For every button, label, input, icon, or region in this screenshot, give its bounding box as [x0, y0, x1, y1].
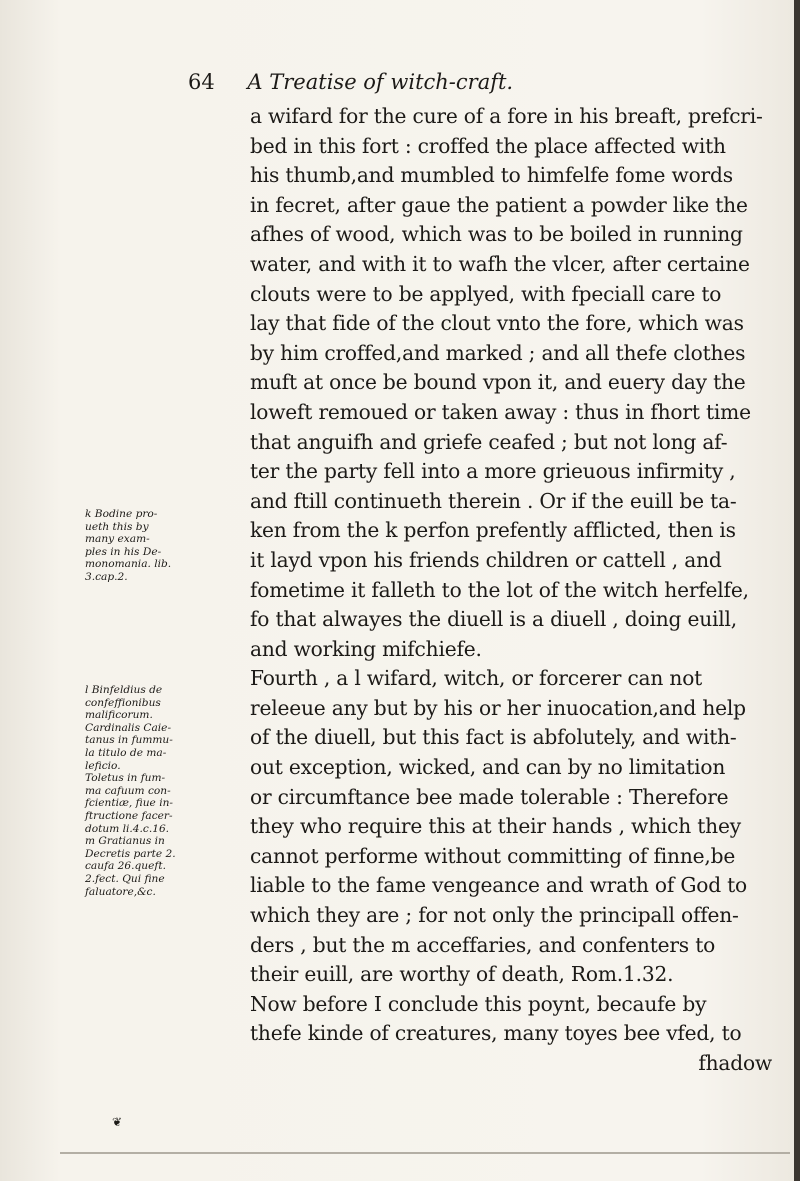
- text-line: water, and with it to wafh the vlcer, after certaine: [250, 251, 750, 276]
- text-line: thefe kinde of creatures, many toyes bee vfed, to: [250, 1021, 742, 1046]
- margin-note-line: Decretis parte 2.: [85, 847, 176, 860]
- text-line: cannot performe without committing of finne,be: [250, 843, 736, 868]
- margin-note-l-m: [85, 684, 245, 898]
- page-number: 64: [188, 70, 215, 94]
- main-text-column: [250, 102, 795, 1079]
- text-line: that anguifh and griefe ceafed ; but not long af-: [250, 429, 728, 454]
- text-line: by him croffed,and marked ; and all thefe clothes: [250, 340, 746, 365]
- text-line: lay that fide of the clout vnto the fore, which was: [250, 311, 744, 336]
- text-line: fometime it falleth to the lot of the witch herfelfe,: [250, 577, 749, 602]
- text-line: ter the party fell into a more grieuous infirmity ,: [250, 459, 736, 484]
- text-line: ders , but the m acceffaries, and confenters to: [250, 932, 716, 957]
- margin-note-line: faluatore,&c.: [85, 885, 156, 898]
- margin-note-line: 3.cap.2.: [85, 570, 128, 583]
- text-line: afhes of wood, which was to be boiled in running: [250, 222, 743, 247]
- page-bottom-rule: [60, 1152, 790, 1154]
- text-line: Fourth , a l wifard, witch, or forcerer can not: [250, 666, 703, 691]
- margin-note-line: ueth this by: [85, 520, 149, 533]
- margin-note-line: Cardinalis Caie-: [85, 721, 172, 734]
- text-line: in fecret, after gaue the patient a powder like the: [250, 192, 748, 217]
- margin-note-line: 2.fect. Qui fine: [85, 872, 165, 885]
- running-header: [188, 70, 513, 94]
- text-line: Now before I conclude this poynt, becaufe by: [250, 991, 707, 1016]
- text-line: his thumb,and mumbled to himfelfe fome words: [250, 163, 733, 188]
- text-line: a wifard for the cure of a fore in his breaft, prefcri-: [250, 104, 763, 128]
- text-line: loweft remoued or taken away : thus in fhort time: [250, 399, 751, 424]
- text-line: their euill, are worthy of death, Rom.1.32.: [250, 962, 674, 987]
- text-line: ken from the k perfon prefently afflicted, then is: [250, 518, 736, 543]
- margin-note-line: dotum li.4.c.16.: [85, 822, 170, 835]
- text-line: clouts were to be applyed, with fpeciall care to: [250, 281, 722, 306]
- text-line: fo that alwayes the diuell is a diuell , doing euill,: [250, 607, 737, 632]
- margin-note-line: ma cafuum con-: [85, 784, 171, 797]
- margin-note-line: tanus in fummu-: [85, 734, 173, 747]
- text-line: and ftill continueth therein . Or if the euill be ta-: [250, 488, 737, 513]
- text-line: muft at once be bound vpon it, and euery day the: [250, 370, 746, 395]
- margin-note-line: caufa 26.queft.: [85, 860, 166, 873]
- margin-note-line: ftructione facer-: [85, 809, 173, 822]
- fleuron-icon: ❦: [112, 1115, 123, 1129]
- margin-note-line: k Bodine pro-: [85, 508, 158, 520]
- margin-note-line: leficio.: [85, 759, 121, 772]
- margin-note-line: Toletus in fum-: [85, 772, 166, 785]
- margin-note-line: fcientiæ, fiue in-: [85, 797, 173, 810]
- text-line: it layd vpon his friends children or cattell , and: [250, 547, 722, 572]
- text-line: and working mifchiefe.: [250, 636, 482, 661]
- margin-note-line: confeffionibus: [85, 696, 161, 709]
- text-line: which they are ; for not only the principall offen-: [250, 903, 739, 928]
- catchword: fhadow: [698, 1051, 772, 1075]
- text-line: or circumftance bee made tolerable : Therefore: [250, 784, 729, 809]
- text-line: out exception, wicked, and can by no limitation: [250, 755, 726, 780]
- margin-note-line: monomania. lib.: [85, 558, 172, 571]
- margin-note-line: l Binfeldius de: [85, 684, 163, 696]
- running-title: A Treatise of witch-craft.: [247, 70, 514, 94]
- margin-note-line: la titulo de ma-: [85, 746, 167, 759]
- text-line: they who require this at their hands , which they: [250, 814, 741, 839]
- text-line: bed in this fort : croffed the place affected with: [250, 133, 726, 158]
- margin-note-k: [85, 508, 245, 584]
- text-line: liable to the fame vengeance and wrath of God to: [250, 873, 747, 898]
- margin-note-line: malificorum.: [85, 709, 153, 722]
- margin-note-line: many exam-: [85, 533, 150, 546]
- text-line: releeue any but by his or her inuocation,and help: [250, 695, 746, 720]
- page-edge: [794, 0, 800, 1181]
- margin-note-line: m Gratianus in: [85, 835, 165, 848]
- text-line: of the diuell, but this fact is abfolutely, and with-: [250, 725, 737, 750]
- margin-note-line: ples in his De-: [85, 545, 162, 558]
